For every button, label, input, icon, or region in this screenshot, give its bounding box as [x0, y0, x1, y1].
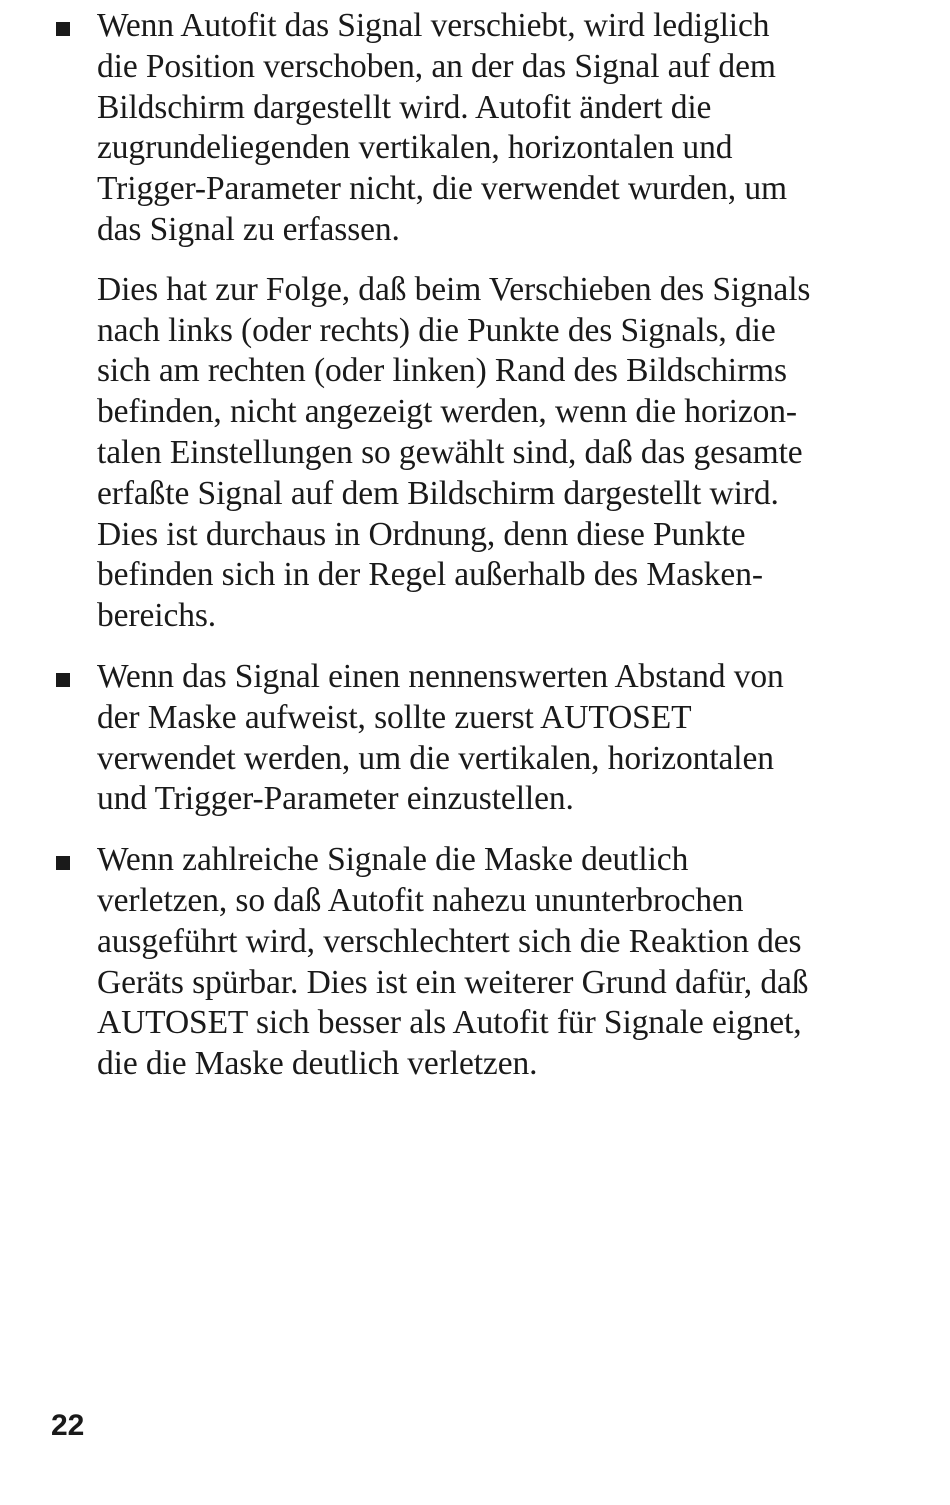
text-line: sich am rechten (oder linken) Rand des Bildschirms: [97, 352, 787, 390]
text-line: Dies hat zur Folge, daß beim Verschieben des Signals: [97, 270, 811, 308]
text-line: talen Einstellungen so gewählt sind, daß das gesamte: [97, 433, 803, 471]
text-line: die Position verschoben, an der das Signal auf dem: [97, 47, 776, 85]
bullet-item: [0, 6, 950, 637]
text-line: Bildschirm dargestellt wird. Autofit ändert die: [97, 88, 712, 126]
square-bullet-icon: [56, 673, 70, 687]
bullet-item: [0, 657, 950, 820]
text-line: und Trigger-Parameter einzustellen.: [97, 780, 574, 818]
text-line: AUTOSET sich besser als Autofit für Signale eignet,: [97, 1004, 802, 1042]
text-line: nach links (oder rechts) die Punkte des Signals, die: [97, 311, 776, 349]
text-line: befinden sich in der Regel außerhalb des Masken-: [97, 556, 763, 594]
text-line: erfaßte Signal auf dem Bildschirm dargestellt wird.: [97, 474, 779, 512]
text-line: verletzen, so daß Autofit nahezu ununterbrochen: [97, 881, 744, 919]
text-line: bereichs.: [97, 597, 217, 635]
text-line: Wenn das Signal einen nennenswerten Abstand von: [97, 657, 784, 695]
text-line: Wenn zahlreiche Signale die Maske deutlich: [97, 841, 689, 879]
bullet-paragraph: [97, 6, 887, 251]
text-line: der Maske aufweist, sollte zuerst AUTOSET: [97, 698, 692, 736]
square-bullet-icon: [56, 856, 70, 870]
text-line: Geräts spürbar. Dies ist ein weiterer Grund dafür, daß: [97, 963, 809, 1001]
text-line: befinden, nicht angezeigt werden, wenn die horizon-: [97, 393, 797, 431]
bullet-paragraph: [97, 657, 887, 820]
text-line: Dies ist durchaus in Ordnung, denn diese Punkte: [97, 515, 746, 553]
page-number: 22: [51, 1409, 85, 1442]
bullet-paragraph: [97, 840, 887, 1085]
page-body: [0, 6, 950, 1085]
text-line: verwendet werden, um die vertikalen, horizontalen: [97, 739, 774, 777]
text-line: zugrundeliegenden vertikalen, horizontalen und: [97, 129, 733, 167]
text-line: das Signal zu erfassen.: [97, 210, 400, 248]
text-line: Wenn Autofit das Signal verschiebt, wird lediglich: [97, 7, 770, 44]
bullet-item: [0, 840, 950, 1085]
text-line: ausgeführt wird, verschlechtert sich die Reaktion des: [97, 922, 802, 960]
text-line: Trigger-Parameter nicht, die verwendet wurden, um: [97, 170, 787, 208]
continuation-paragraph: [97, 270, 887, 637]
text-line: die die Maske deutlich verletzen.: [97, 1045, 538, 1083]
square-bullet-icon: [56, 22, 70, 36]
